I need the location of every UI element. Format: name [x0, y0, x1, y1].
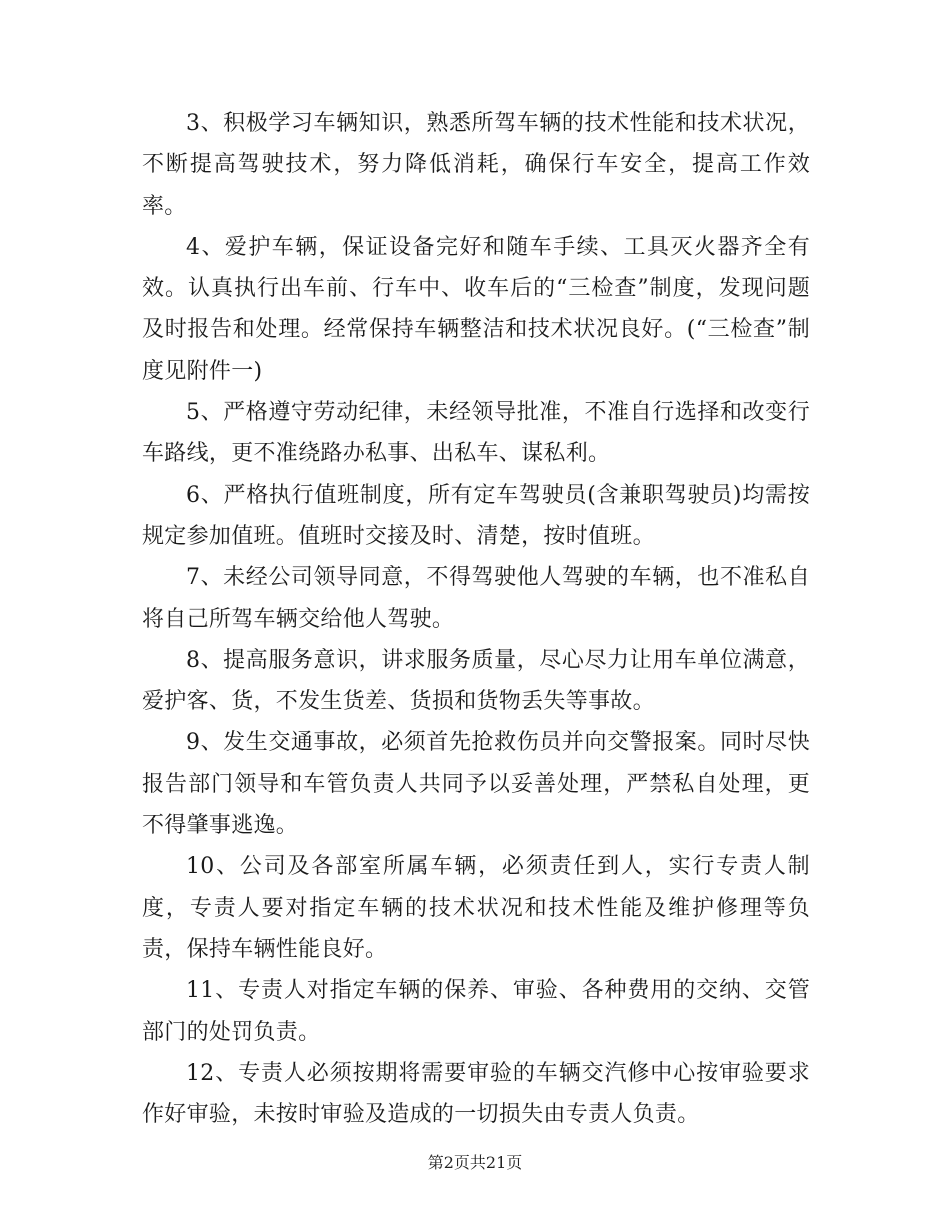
paragraph-item-4: 4、爱护车辆，保证设备完好和随车手续、工具灭火器齐全有效。认真执行出车前、行车中、收车后的“三检查”制度，发现问题及时报告和处理。经常保持车辆整洁和技术状况良好。(“三检查”制度见附件一)	[142, 234, 810, 384]
paragraph-item-9: 9、发生交通事故，必须首先抢救伤员并向交警报案。同时尽快报告部门领导和车管负责人共同予以妥善处理，严禁私自处理，更不得肇事逃逸。	[142, 730, 810, 839]
paragraph-item-12: 12、专责人必须按期将需要审验的车辆交汽修中心按审验要求作好审验，未按时审验及造成的一切损失由专责人负责。	[142, 1060, 810, 1128]
paragraph-item-11: 11、专责人对指定车辆的保养、审验、各种费用的交纳、交管部门的处罚负责。	[142, 978, 810, 1045]
paragraph-item-6: 6、严格执行值班制度，所有定车驾驶员(含兼职驾驶员)均需按规定参加值班。值班时交接及时、清楚，按时值班。	[142, 482, 810, 549]
paragraph-item-8: 8、提高服务意识，讲求服务质量，尽心尽力让用车单位满意，爱护客、货，不发生货差、货损和货物丢失等事故。	[142, 647, 810, 715]
paragraph-item-3: 3、积极学习车辆知识，熟悉所驾车辆的技术性能和技术状况，不断提高驾驶技术，努力降低消耗，确保行车安全，提高工作效率。	[142, 111, 810, 219]
paragraph-item-7: 7、未经公司领导同意，不得驾驶他人驾驶的车辆，也不准私自将自己所驾车辆交给他人驾驶。	[142, 565, 810, 632]
page-number-footer: 第2页共21页	[427, 1153, 523, 1172]
paragraph-item-5: 5、严格遵守劳动纪律，未经领导批准，不准自行选择和改变行车路线，更不准绕路办私事、出私车、谋私利。	[142, 400, 810, 467]
document-body	[142, 103, 810, 1135]
paragraph-item-10: 10、公司及各部室所属车辆，必须责任到人，实行专责人制度，专责人要对指定车辆的技术状况和技术性能及维护修理等负责，保持车辆性能良好。	[142, 854, 810, 962]
